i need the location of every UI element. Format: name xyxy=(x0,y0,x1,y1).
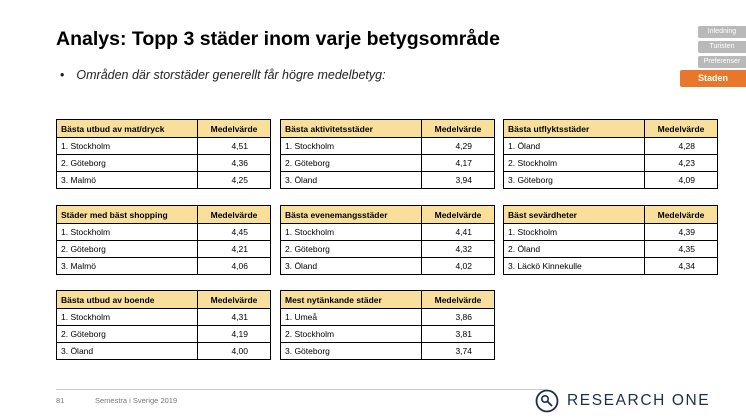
mean-value: 4,36 xyxy=(198,155,271,172)
footer-text: Semestra i Sverige 2019 xyxy=(95,396,178,405)
mean-value: 4,29 xyxy=(422,138,495,155)
footer-divider xyxy=(56,389,546,390)
mean-value: 4,34 xyxy=(645,258,718,275)
city-name: 2. Stockholm xyxy=(504,155,645,172)
table-row xyxy=(57,241,271,258)
table-row xyxy=(281,258,495,275)
nav-tab-staden[interactable]: Staden xyxy=(680,70,746,87)
value-column-header: Medelvärde xyxy=(422,120,495,138)
city-name: 1. Umeå xyxy=(281,309,422,326)
brand-logo xyxy=(535,387,710,415)
city-name: 3. Göteborg xyxy=(281,343,422,360)
value-column-header: Medelvärde xyxy=(645,120,718,138)
brand-name: RESEARCH ONE xyxy=(567,392,711,409)
city-name: 3. Malmö xyxy=(57,172,198,189)
table-evenemangsstader xyxy=(280,205,495,275)
city-name: 3. Öland xyxy=(57,343,198,360)
table-row xyxy=(281,343,495,360)
city-name: 3. Göteborg xyxy=(504,172,645,189)
city-name: 1. Stockholm xyxy=(281,224,422,241)
city-name: 1. Öland xyxy=(504,138,645,155)
mean-value: 3,74 xyxy=(422,343,495,360)
mean-value: 4,23 xyxy=(645,155,718,172)
table-header-row xyxy=(281,206,495,224)
table-row xyxy=(281,138,495,155)
table-sevardheter xyxy=(503,205,718,275)
city-name: 3. Öland xyxy=(281,258,422,275)
table-heading: Mest nytänkande städer xyxy=(281,291,422,309)
bullet-text: Områden där storstäder generellt får högre medelbetyg: xyxy=(76,68,386,82)
value-column-header: Medelvärde xyxy=(198,120,271,138)
table-heading: Bästa utbud av boende xyxy=(57,291,198,309)
city-name: 1. Stockholm xyxy=(57,309,198,326)
mean-value: 4,35 xyxy=(645,241,718,258)
city-name: 2. Göteborg xyxy=(57,241,198,258)
table-heading: Bästa utbud av mat/dryck xyxy=(57,120,198,138)
city-name: 3. Malmö xyxy=(57,258,198,275)
city-name: 1. Stockholm xyxy=(281,138,422,155)
page-title: Analys: Topp 3 städer inom varje betygsområde xyxy=(56,28,500,50)
table-heading: Bästa aktivitetsstäder xyxy=(281,120,422,138)
table-row xyxy=(281,172,495,189)
mean-value: 4,17 xyxy=(422,155,495,172)
table-header-row xyxy=(504,120,718,138)
city-name: 1. Stockholm xyxy=(57,138,198,155)
city-name: 2. Göteborg xyxy=(57,155,198,172)
city-name: 1. Stockholm xyxy=(57,224,198,241)
table-row xyxy=(57,258,271,275)
city-name: 2. Göteborg xyxy=(281,155,422,172)
table-row xyxy=(504,172,718,189)
value-column-header: Medelvärde xyxy=(645,206,718,224)
table-row xyxy=(504,155,718,172)
mean-value: 3,86 xyxy=(422,309,495,326)
mean-value: 4,41 xyxy=(422,224,495,241)
value-column-header: Medelvärde xyxy=(198,291,271,309)
table-row xyxy=(504,241,718,258)
value-column-header: Medelvärde xyxy=(422,291,495,309)
mean-value: 4,21 xyxy=(198,241,271,258)
mean-value: 4,32 xyxy=(422,241,495,258)
city-name: 2. Öland xyxy=(504,241,645,258)
table-row xyxy=(281,241,495,258)
value-column-header: Medelvärde xyxy=(198,206,271,224)
value-column-header: Medelvärde xyxy=(422,206,495,224)
city-name: 3. Läckö Kinnekulle xyxy=(504,258,645,275)
table-row xyxy=(281,309,495,326)
table-utflyktsstader xyxy=(503,119,718,189)
bullet-point xyxy=(60,68,386,82)
table-row xyxy=(57,155,271,172)
mean-value: 4,45 xyxy=(198,224,271,241)
table-shopping xyxy=(56,205,271,275)
nav-tab-preferenser[interactable]: Preferenser xyxy=(698,56,746,68)
table-heading: Bästa evenemangsstäder xyxy=(281,206,422,224)
mean-value: 3,94 xyxy=(422,172,495,189)
mean-value: 4,09 xyxy=(645,172,718,189)
table-header-row xyxy=(57,120,271,138)
nav-tab-inledning[interactable]: Inledning xyxy=(698,26,746,38)
table-header-row xyxy=(57,291,271,309)
mean-value: 4,25 xyxy=(198,172,271,189)
table-heading: Bästa utflyktsstäder xyxy=(504,120,645,138)
table-row xyxy=(57,309,271,326)
bullet-icon: • xyxy=(60,68,65,82)
table-row xyxy=(57,224,271,241)
mean-value: 4,51 xyxy=(198,138,271,155)
table-row xyxy=(504,258,718,275)
table-mat-dryck xyxy=(56,119,271,189)
city-name: 1. Stockholm xyxy=(504,224,645,241)
table-row xyxy=(57,172,271,189)
table-nytankande xyxy=(280,290,495,360)
table-row xyxy=(57,343,271,360)
city-name: 2. Göteborg xyxy=(57,326,198,343)
city-name: 2. Göteborg xyxy=(281,241,422,258)
table-heading: Städer med bäst shopping xyxy=(57,206,198,224)
table-row xyxy=(281,326,495,343)
table-aktivitetsstader xyxy=(280,119,495,189)
mean-value: 4,28 xyxy=(645,138,718,155)
mean-value: 4,19 xyxy=(198,326,271,343)
mean-value: 4,02 xyxy=(422,258,495,275)
mean-value: 4,06 xyxy=(198,258,271,275)
table-boende xyxy=(56,290,271,360)
city-name: 2. Stockholm xyxy=(281,326,422,343)
page-number: 81 xyxy=(56,396,65,405)
table-header-row xyxy=(504,206,718,224)
city-name: 3. Öland xyxy=(281,172,422,189)
mean-value: 4,39 xyxy=(645,224,718,241)
table-row xyxy=(281,224,495,241)
table-row xyxy=(57,326,271,343)
table-row xyxy=(504,138,718,155)
research-one-logo-icon xyxy=(535,389,559,413)
mean-value: 4,31 xyxy=(198,309,271,326)
table-row xyxy=(57,138,271,155)
nav-tab-turisten[interactable]: Turisten xyxy=(698,41,746,53)
mean-value: 4,00 xyxy=(198,343,271,360)
mean-value: 3,81 xyxy=(422,326,495,343)
table-row xyxy=(281,155,495,172)
table-header-row xyxy=(57,206,271,224)
table-heading: Bäst sevärdheter xyxy=(504,206,645,224)
table-header-row xyxy=(281,291,495,309)
table-row xyxy=(504,224,718,241)
table-header-row xyxy=(281,120,495,138)
